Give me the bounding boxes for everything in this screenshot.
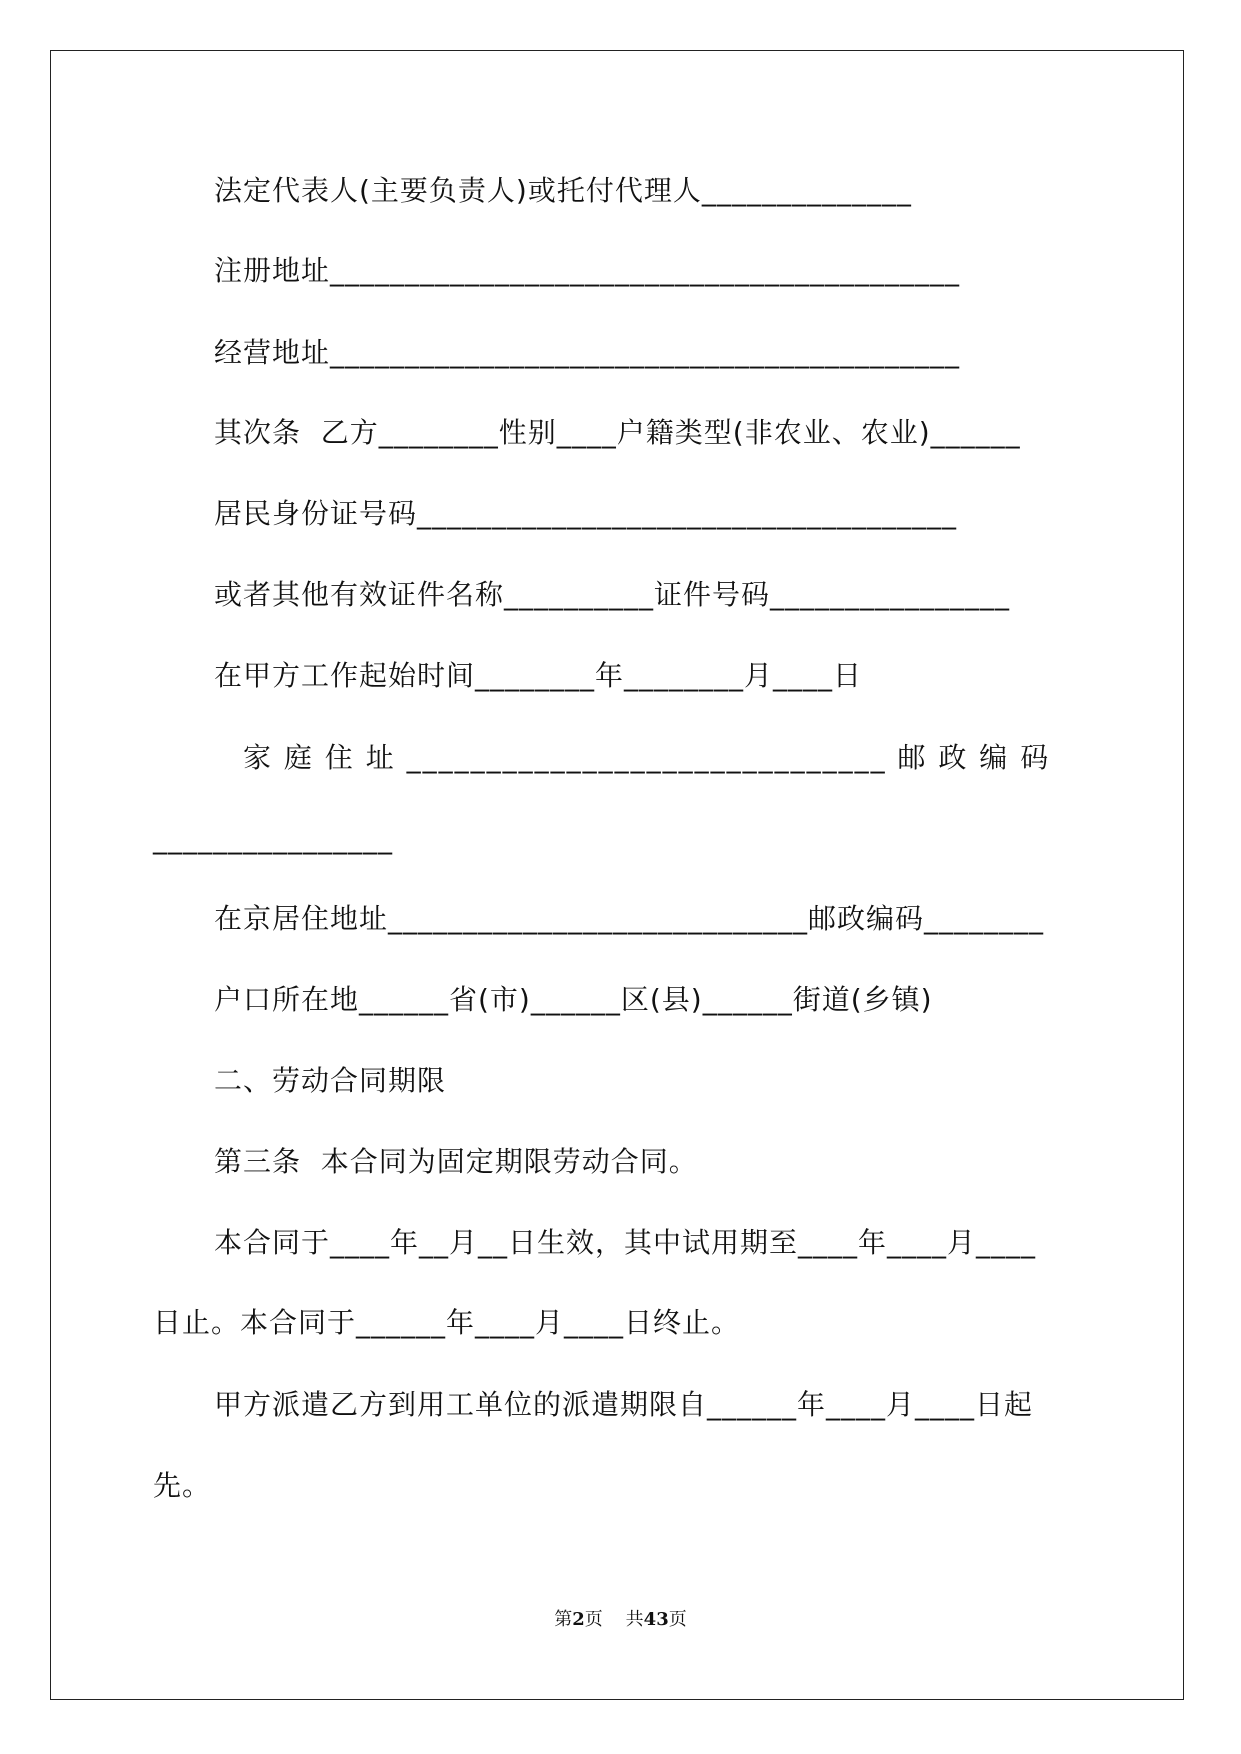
- current-page: 2: [572, 1609, 585, 1630]
- footer-mid: 页 共: [584, 1609, 644, 1630]
- text-line: 本合同于____年__月__日生效，其中试用期至____年____月____: [214, 1226, 1037, 1259]
- text-line: 第三条 本合同为固定期限劳动合同。: [214, 1145, 698, 1178]
- page-footer: [0, 1608, 1241, 1632]
- text-line: 家 庭 住 址 ______________________________ 邮 政 编 码: [243, 741, 1051, 774]
- text-line: 经营地址__________________________________________: [214, 336, 961, 369]
- text-line: 法定代表人(主要负责人)或托付代理人______________: [214, 174, 912, 207]
- text-line: 日止。本合同于______年____月____日终止。: [153, 1306, 741, 1339]
- text-line: 户口所在地______省(市)______区(县)______街道(乡镇): [214, 983, 933, 1016]
- text-line: 在京居住地址____________________________邮政编码________: [214, 902, 1045, 935]
- text-line: 居民身份证号码____________________________________: [214, 497, 958, 530]
- footer-suffix: 页: [668, 1609, 687, 1630]
- section-heading: 二、劳动合同期限: [214, 1064, 447, 1097]
- footer-prefix: 第: [554, 1609, 573, 1630]
- total-pages: 43: [643, 1609, 669, 1630]
- text-line: 其次条 乙方________性别____户籍类型(非农业、农业)______: [214, 416, 1021, 449]
- text-line: ________________: [153, 822, 393, 855]
- text-line: 在甲方工作起始时间________年________月____日: [214, 659, 863, 692]
- text-line: 先。: [153, 1469, 212, 1502]
- text-line: 或者其他有效证件名称__________证件号码________________: [214, 578, 1011, 611]
- text-line: 注册地址__________________________________________: [214, 254, 961, 287]
- page-border: [50, 50, 1184, 1700]
- text-line: 甲方派遣乙方到用工单位的派遣期限自______年____月____日起: [214, 1388, 1034, 1421]
